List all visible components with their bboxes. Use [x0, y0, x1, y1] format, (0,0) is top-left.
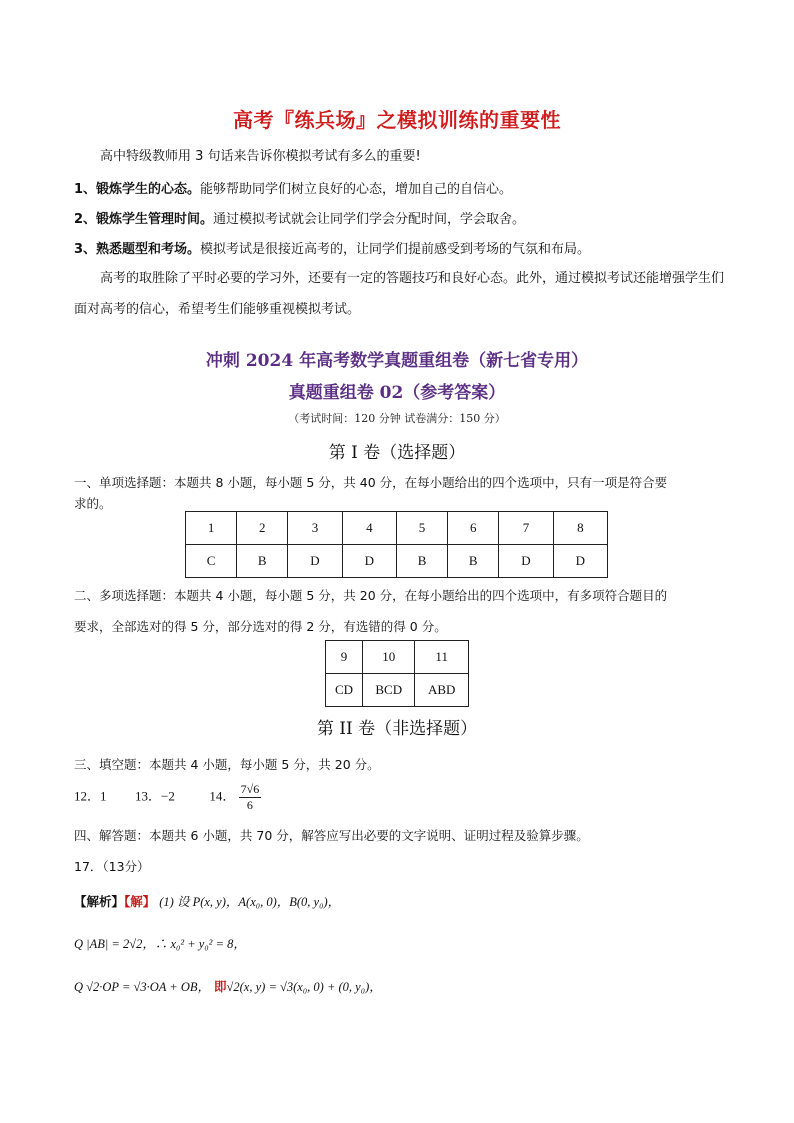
- table-cell: 8: [553, 512, 607, 545]
- section-1-instructions-cont: 求的。: [74, 496, 112, 511]
- fill-answers: [74, 782, 261, 813]
- table-cell: D: [288, 545, 342, 578]
- table-cell: D: [499, 545, 553, 578]
- solution-line-1: [74, 892, 340, 910]
- table-cell: CD: [326, 674, 363, 707]
- promo-item-3-head: 3、熟悉题型和考场。: [74, 242, 201, 257]
- section-4-instructions: 四、解答题：本题共 6 小题，共 70 分，解答应写出必要的文字说明、证明过程及验算步骤。: [74, 828, 589, 843]
- promo-title: 高考『练兵场』之模拟训练的重要性: [233, 108, 561, 132]
- promo-item-1-body: 能够帮助同学们树立良好的心态，增加自己的自信心。: [200, 182, 513, 197]
- solution-text-3c: √2(x, y) = √3(x₀, 0) + (0, y₀)，: [226, 980, 382, 994]
- table-cell: 5: [396, 512, 447, 545]
- table-cell: 7: [499, 512, 553, 545]
- table-cell: 1: [186, 512, 237, 545]
- table-cell: C: [186, 545, 237, 578]
- promo-intro: 高中特级教师用 3 句话来告诉你模拟考试有多么的重要!: [100, 149, 421, 164]
- part2-title: 第 II 卷（非选择题）: [316, 719, 478, 739]
- table-cell: BCD: [363, 674, 415, 707]
- promo-item-3-body: 模拟考试是很接近高考的，让同学们提前感受到考场的气氛和布局。: [200, 242, 591, 257]
- analysis-tag: 【解析】: [74, 894, 125, 909]
- promo-item-1-head: 1、锻炼学生的心态。: [74, 182, 201, 197]
- table-cell: 11: [415, 641, 469, 674]
- paper-note: （考试时间：120 分钟 试卷满分：150 分）: [288, 412, 506, 425]
- section-2-instructions: 二、多项选择题：本题共 4 小题，每小题 5 分，共 20 分，在每小题给出的四个选项中，有多项符合题目的: [74, 588, 668, 603]
- table-cell: B: [448, 545, 499, 578]
- promo-item-1: [74, 178, 512, 197]
- promo-item-2: [74, 208, 525, 227]
- table-cell: ABD: [415, 674, 469, 707]
- table-cell: B: [237, 545, 288, 578]
- solution-line-2: Q |AB| = 2√2，∴ x₀² + y₀² = 8，: [74, 937, 246, 951]
- promo-closing: 高考的取胜除了平时必要的学习外，还要有一定的答题技巧和良好心态。此外，通过模拟考试还能增强学生们面对高考的信心，希望考生们能够重视模拟考试。: [74, 271, 725, 317]
- table-cell: D: [342, 545, 396, 578]
- section-2-instructions-cont: 要求，全部选对的得 5 分，部分选对的得 2 分，有选错的得 0 分。: [74, 619, 447, 634]
- table-cell: 10: [363, 641, 415, 674]
- solution-line-3: [74, 977, 382, 995]
- paper-title: 冲刺 2024 年高考数学真题重组卷（新七省专用）: [205, 351, 589, 371]
- solution-tag: 【解】: [124, 894, 156, 909]
- question-17-header: 17．（13分）: [74, 859, 150, 874]
- solution-text-3a: Q √2·OP = √3·OA + OB，: [74, 980, 211, 994]
- paper-subtitle: 真题重组卷 02（参考答案）: [288, 383, 506, 403]
- table-cell: B: [396, 545, 447, 578]
- solution-text-1: (1) 设 P(x, y)，A(x₀, 0)，B(0, y₀)，: [159, 895, 341, 909]
- multi-choice-answer-table: [325, 640, 469, 707]
- answer-14-label: 14．: [209, 788, 236, 804]
- fraction-denominator: 6: [246, 798, 253, 812]
- promo-item-2-head: 2、锻炼学生管理时间。: [74, 212, 214, 227]
- answer-14-fraction: [239, 782, 262, 813]
- table-cell: 4: [342, 512, 396, 545]
- answer-13: 13．−2: [135, 788, 175, 804]
- section-3-instructions: 三、填空题：本题共 4 小题，每小题 5 分，共 20 分。: [74, 757, 380, 772]
- single-choice-answer-table: [185, 511, 608, 578]
- table-cell: 9: [326, 641, 363, 674]
- table-row: [326, 641, 469, 674]
- section-1-instructions: 一、单项选择题：本题共 8 小题，每小题 5 分，共 40 分，在每小题给出的四个选项中，只有一项是符合要: [74, 475, 668, 490]
- table-cell: D: [553, 545, 607, 578]
- table-cell: 6: [448, 512, 499, 545]
- promo-item-2-body: 通过模拟考试就会让同学们学会分配时间，学会取舍。: [213, 212, 526, 227]
- table-row: [186, 545, 608, 578]
- table-row: [186, 512, 608, 545]
- table-cell: 3: [288, 512, 342, 545]
- table-row: [326, 674, 469, 707]
- part1-title: 第 I 卷（选择题）: [328, 443, 466, 463]
- solution-text-3b: 即: [214, 979, 227, 994]
- promo-item-3: [74, 238, 590, 257]
- table-cell: 2: [237, 512, 288, 545]
- answer-12: 12．1: [74, 788, 107, 804]
- fraction-numerator: 7√6: [240, 782, 260, 796]
